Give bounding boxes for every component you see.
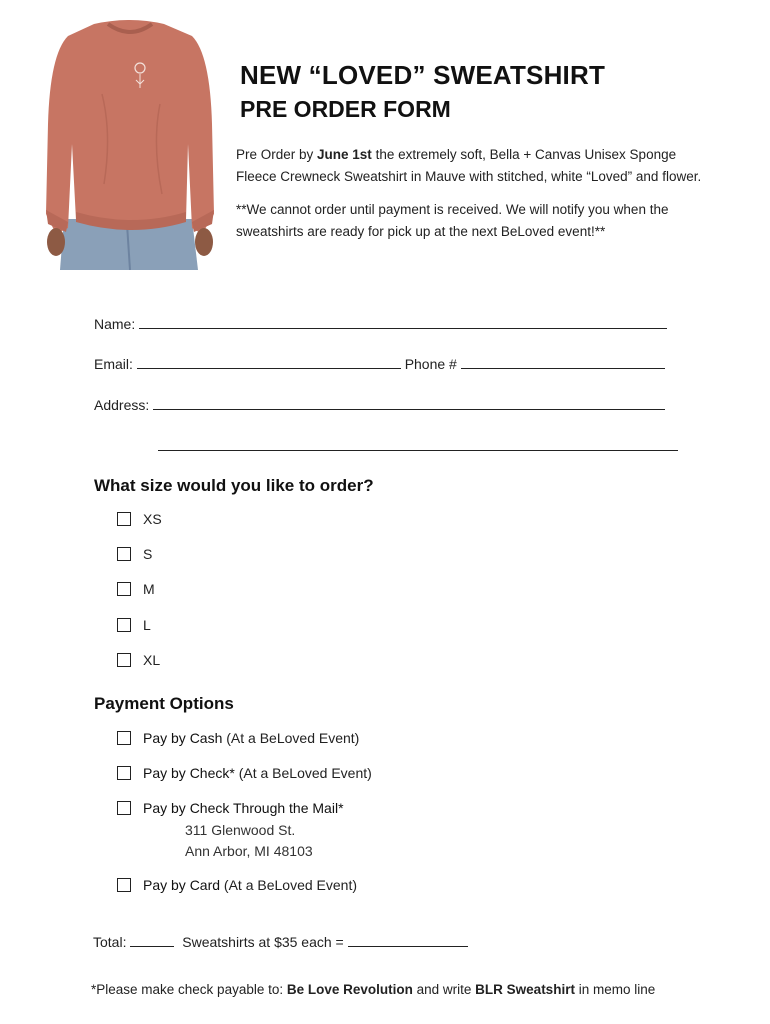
size-heading: What size would you like to order?	[94, 476, 374, 495]
checkbox[interactable]	[117, 878, 131, 892]
size-label: M	[143, 581, 155, 597]
checkbox[interactable]	[117, 618, 131, 632]
checkbox[interactable]	[117, 582, 131, 596]
payment-label: Pay by Cash	[143, 730, 223, 746]
intro-text	[236, 144, 706, 254]
checkbox[interactable]	[117, 512, 131, 526]
name-field[interactable]	[139, 327, 667, 329]
page-subtitle: PRE ORDER FORM	[240, 96, 451, 122]
size-label: L	[143, 617, 151, 633]
preorder-deadline: June 1st	[317, 147, 372, 162]
address-label: Address:	[94, 397, 150, 413]
email-phone-row	[94, 356, 665, 372]
address-row	[94, 397, 665, 413]
intro-text-b: the extremely soft, Bella + Canvas Unisex Sponge Fleece Crewneck Sweatshirt in Mauve with stitched, white “Loved” and flower.	[236, 147, 702, 184]
address-line1: 311 Glenwood St.	[185, 822, 296, 838]
intro-text-a: Pre Order by	[236, 147, 318, 162]
address-line2: Ann Arbor, MI 48103	[185, 843, 313, 859]
payment-option-cash[interactable]	[117, 730, 359, 746]
checkbox[interactable]	[117, 766, 131, 780]
size-label: XS	[143, 511, 162, 527]
phone-field[interactable]	[461, 367, 665, 369]
payment-option-check[interactable]	[117, 765, 372, 781]
phone-label: Phone #	[404, 356, 457, 372]
payment-note: (At a BeLoved Event)	[234, 765, 372, 781]
payment-option-card[interactable]	[117, 877, 357, 893]
payment-label: Pay by Card	[143, 877, 221, 893]
payment-heading: Payment Options	[94, 694, 234, 713]
payee-name: Be Love Revolution	[286, 982, 413, 997]
size-option-s[interactable]	[117, 546, 152, 562]
footer-text-c: and write	[412, 982, 476, 997]
payment-option-mail[interactable]	[117, 800, 344, 816]
sweatshirt-photo	[42, 14, 216, 270]
page-title: NEW “LOVED” SWEATSHIRT	[240, 60, 606, 90]
checkbox[interactable]	[117, 731, 131, 745]
size-label: XL	[143, 652, 161, 668]
size-option-xs[interactable]	[117, 511, 162, 527]
checkbox[interactable]	[117, 801, 131, 815]
payment-label: Pay by Check Through the Mail*	[143, 800, 344, 816]
payment-notice: **We cannot order until payment is received. We will notify you when the sweatshirts are ready for pick up at the next BeLoved event!**	[236, 202, 669, 239]
check-instructions	[91, 982, 655, 997]
size-option-m[interactable]	[117, 581, 155, 597]
mailing-address	[185, 820, 313, 862]
price-text: Sweatshirts at $35 each =	[182, 934, 344, 950]
address-field-line2[interactable]	[158, 450, 678, 451]
name-row	[94, 316, 667, 332]
quantity-field[interactable]	[130, 945, 174, 947]
payment-note: (At a BeLoved Event)	[220, 877, 358, 893]
intro-paragraph	[236, 144, 706, 187]
total-amount-field[interactable]	[348, 945, 468, 947]
footer-text-e: in memo line	[574, 982, 656, 997]
total-label: Total:	[93, 934, 127, 950]
address-field-line1[interactable]	[153, 408, 665, 410]
size-option-l[interactable]	[117, 617, 151, 633]
size-label: S	[143, 546, 153, 562]
email-label: Email:	[94, 356, 133, 372]
total-row	[93, 934, 468, 950]
checkbox[interactable]	[117, 547, 131, 561]
checkbox[interactable]	[117, 653, 131, 667]
footer-text-a: *Please make check payable to:	[91, 982, 287, 997]
payment-note: (At a BeLoved Event)	[222, 730, 360, 746]
memo-text: BLR Sweatshirt	[475, 982, 575, 997]
payment-label: Pay by Check*	[143, 765, 235, 781]
email-field[interactable]	[137, 367, 401, 369]
size-option-xl[interactable]	[117, 652, 160, 668]
name-label: Name:	[94, 316, 136, 332]
